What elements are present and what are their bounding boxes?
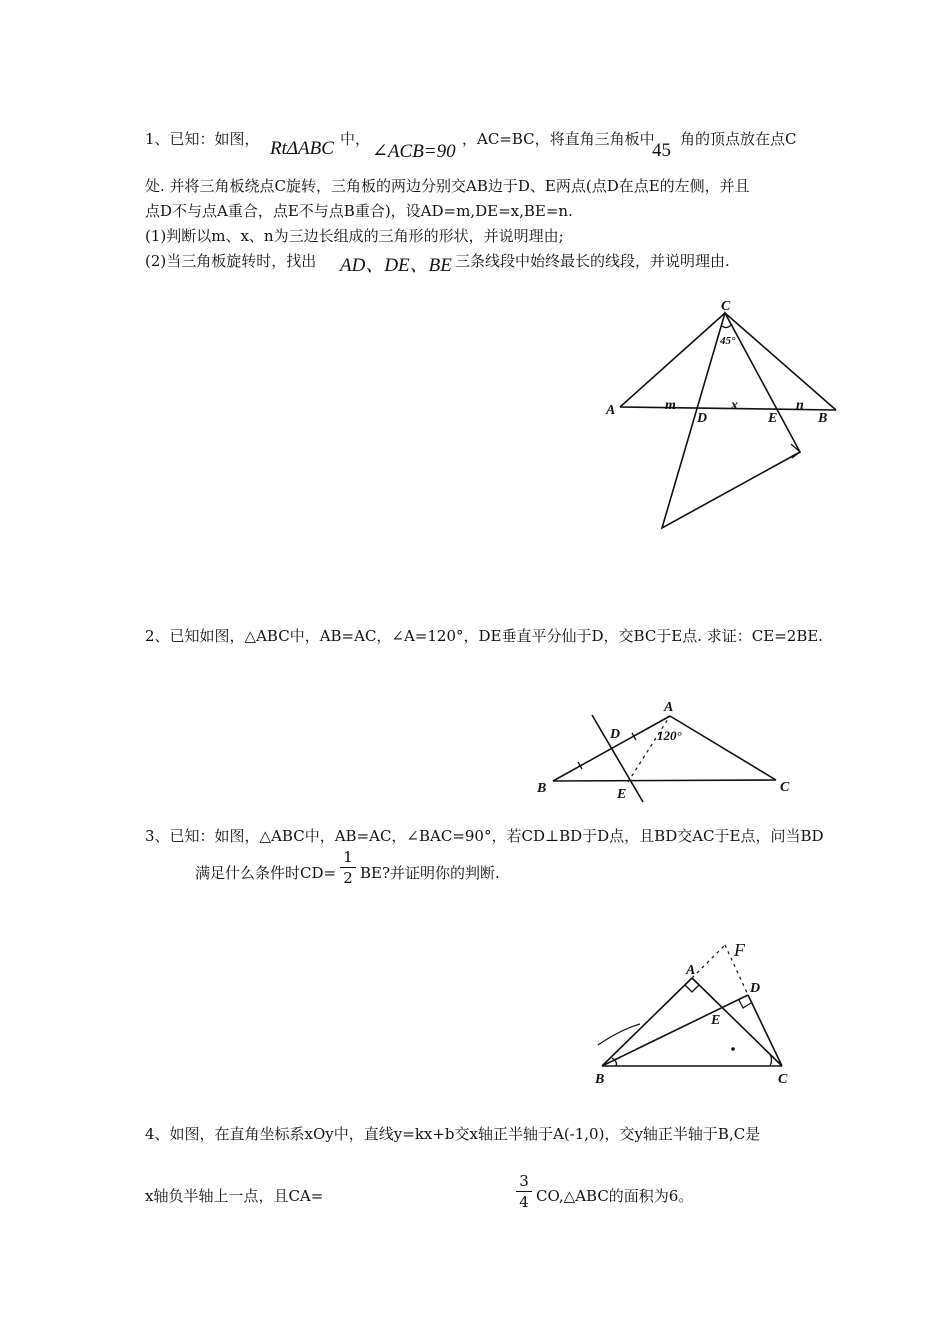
q3-line2-pre: 满足什么条件时CD= [195, 864, 337, 882]
fig3-line-cd [748, 995, 782, 1066]
q1-line4: (1)判断以m、x、n为三边长组成的三角形的形状，并说明理由; [145, 227, 564, 245]
fig3-angle-arc-c [770, 1054, 772, 1066]
q4-line2-pre: x轴负半轴上一点，且CA= [145, 1187, 324, 1205]
fig3-label-c: C [778, 1072, 788, 1087]
q3-line2-post: BE?并证明你的判断. [360, 864, 500, 882]
q4-frac-den: 4 [519, 1193, 529, 1211]
fig3-label-d: D [750, 981, 761, 996]
fig1-label-e: E [768, 411, 778, 426]
fig2-label-e: E [617, 787, 627, 802]
q1-line3: 点D不与点A重合，点E不与点B重合)，设AD=m,DE=x,BE=n. [145, 202, 573, 220]
q2-text: 2、已知如图，△ABC中，AB=AC，∠A=120°，DE垂直平分仙于D，交BC于E点. 求证：CE=2BE. [145, 627, 824, 645]
fig1-line-ac [620, 313, 725, 407]
fig2-line-ac [670, 716, 776, 780]
fig1-label-a: A [606, 403, 616, 418]
fig3-dot [731, 1047, 735, 1051]
fig1-label-c: C [721, 299, 731, 314]
fig3-line-af-dashed [692, 945, 725, 978]
q1-line5-post: 三条线段中始终最长的线段，并说明理由. [455, 252, 730, 270]
fig3-label-e: E [711, 1013, 721, 1028]
q3-frac-den: 2 [343, 869, 353, 887]
q3-frac-num: 1 [343, 848, 353, 866]
fig3-label-a: A [686, 963, 696, 978]
q1-rt-abc: RtΔABC [270, 138, 334, 159]
q4-line2-post: CO,△ABC的面积为6。 [536, 1187, 694, 1205]
q1-prefix: 1、已知：如图， [145, 130, 260, 148]
fig3-line-ac [692, 978, 782, 1066]
fig3-label-b: B [595, 1072, 605, 1087]
q1-line5-math: AD、DE、BE [340, 255, 452, 276]
fig2-label-angle: 120° [657, 728, 682, 743]
fig2-line-bc [553, 780, 776, 781]
fig1-label-x: x [731, 398, 738, 413]
q1-line2: 处. 并将三角板绕点C旋转，三角板的两边分别交AB边于D、E两点(点D在点E的左侧，并且 [145, 177, 750, 195]
fig1-label-m: m [665, 398, 676, 413]
q4-line1: 4、如图，在直角坐标系xOy中，直线y=kx+b交x轴正半轴于A(-1,0)，交y轴正半轴于B,C是 [145, 1125, 761, 1143]
fig2-label-d: D [610, 727, 621, 742]
q1-mid: ，AC=BC，将直角三角板中 [462, 130, 655, 148]
fig2-line-ae-dashed [628, 716, 670, 782]
fig3-right-angle-d [739, 1000, 751, 1008]
fig3-right-angle-a [685, 985, 699, 992]
q1-line5-pre: (2)当三角板旋转时，找出 [145, 252, 317, 270]
fig1-label-angle: 45° [720, 335, 736, 347]
fig2-label-c: C [780, 780, 790, 795]
fig1-label-b: B [818, 411, 828, 426]
fig3-line-ab [602, 978, 692, 1066]
q1-angle: ∠ACB=90 [372, 141, 456, 162]
fig2-label-b: B [537, 781, 547, 796]
q1-suffix: 角的顶点放在点C [680, 130, 797, 148]
q3-line1: 3、已知：如图，△ABC中，AB=AC，∠BAC=90°，若CD⊥BD于D点，且BD交AC于E点，问当BD [145, 827, 824, 845]
q4-frac-num: 3 [519, 1172, 529, 1190]
fig2-label-a: A [664, 700, 674, 715]
q1-zhong: 中， [340, 130, 371, 148]
fig1-label-n: n [796, 398, 804, 413]
fig1-label-d: D [697, 411, 708, 426]
fig1-line-bc [725, 313, 836, 410]
fig3-label-f: F [734, 940, 745, 960]
q1-45: 45 [652, 140, 671, 161]
